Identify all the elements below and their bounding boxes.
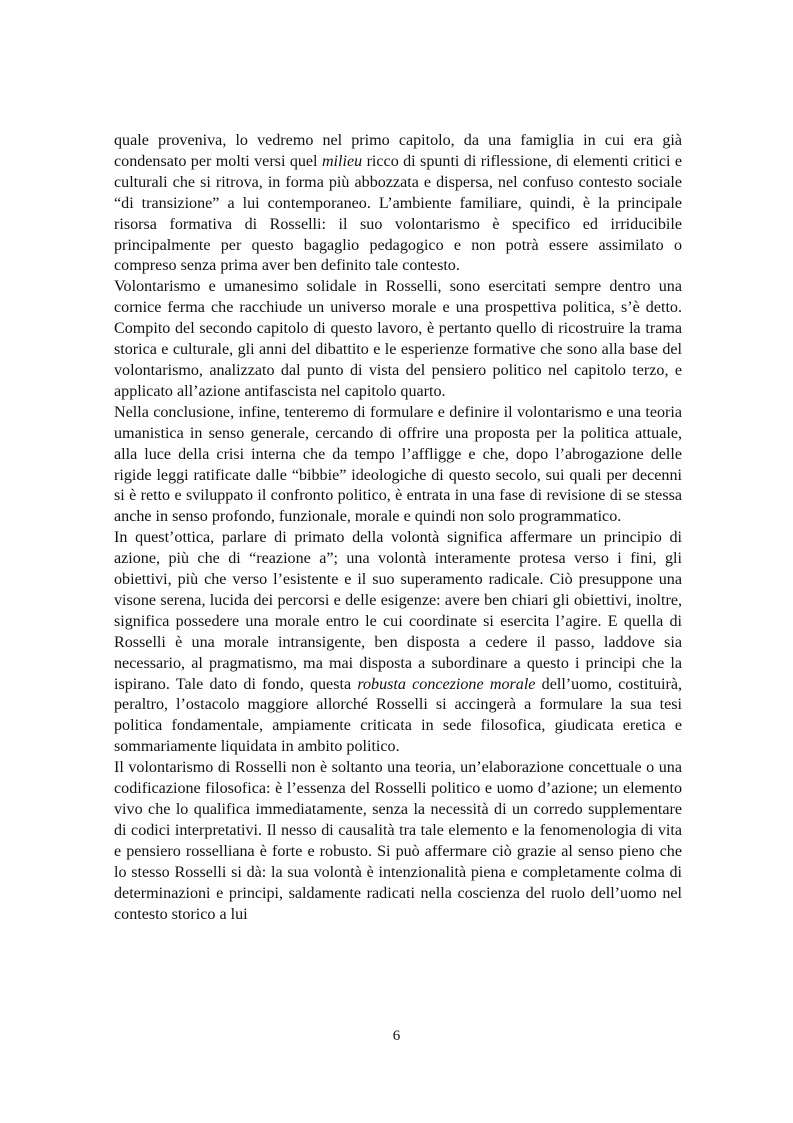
page-number: 6	[392, 1028, 401, 1044]
document-body	[114, 131, 682, 925]
text-segment: Il volontarismo di Rosselli non è soltanto una teoria, un’elaborazione concettuale o una codificazione filosofica: è l’essenza del Rosselli politico e uomo d’azione; un elemento vivo che lo qualifica immediatamente, senza la necessità di un corredo supplementare di codici interpretativi. Il nesso di causalità tra tale elemento e la fenomenologia di vita e pensiero rosselliana è forte e robusto. Si può affermare ciò grazie al senso pieno che lo stesso Rosselli si dà: la sua volontà è intenzionalità piena e completamente colma di determinazioni e principi, saldamente radicati nella coscienza del ruolo dell’uomo nel contesto storico a lui	[114, 759, 682, 923]
text-segment: ricco di spunti di riflessione, di elementi critici e culturali che si ritrova, in forma più abbozzata e dispersa, nel confuso contesto sociale “di transizione” a lui contemporaneo. L’ambiente familiare, quindi, è la principale risorsa formativa di Rosselli: il suo volontarismo è specifico ed irriducibile principalmente per questo bagaglio pedagogico e non potrà essere assimilato o compreso senza prima aver ben definito tale contesto.	[114, 152, 682, 275]
paragraph	[114, 528, 682, 758]
paragraph	[114, 758, 682, 925]
text-segment: dell’uomo, costituirà, peraltro, l’ostacolo maggiore allorché Rosselli si accingerà a formulare la sua tesi politica fondamentale, ampiamente criticata in sede filosofica, giudicata eretica e sommariamente liquidata in ambito politico.	[114, 675, 682, 756]
text-segment: Volontarismo e umanesimo solidale in Rosselli, sono esercitati sempre dentro una cornice ferma che racchiude un universo morale e una prospettiva politica, s’è detto. Compito del secondo capitolo di questo lavoro, è pertanto quello di ricostruire la trama storica e culturale, gli anni del dibattito e le esperienze formative che sono alla base del volontarismo, analizzato dal punto di vista del pensiero politico nel capitolo terzo, e applicato all’azione antifascista nel capitolo quarto.	[114, 278, 682, 400]
paragraph	[114, 131, 682, 277]
paragraph	[114, 403, 682, 528]
text-segment: In quest’ottica, parlare di primato della volontà significa affermare un principio di azione, più che di “reazione a”; una volontà interamente protesa verso i fini, gli obiettivi, più che verso l’esistente e il suo superamento radicale. Ciò presuppone una visone serena, lucida dei percorsi e delle esigenze: avere ben chiari gli obiettivi, inoltre, significa possedere una morale entro le cui coordinate si esercita l’agire. E quella di Rosselli è una morale intransigente, ben disposta a cedere il passo, laddove sia necessario, al pragmatismo, ma mai disposta a subordinare a questo i principi che la ispirano. Tale dato di fondo, questa	[114, 529, 682, 693]
italic-text: robusta concezione morale	[357, 675, 536, 693]
text-segment: quale proveniva, lo vedremo nel primo capitolo, da una famiglia in cui era già condensato per molti versi quel	[114, 132, 682, 170]
italic-text: milieu	[321, 152, 363, 170]
text-segment: Nella conclusione, infine, tenteremo di formulare e definire il volontarismo e una teoria umanistica in senso generale, cercando di offrire una proposta per la politica attuale, alla luce della crisi interna che da tempo l’affligge e che, dopo l’abrogazione delle rigide leggi ratificate dalle “bibbie” ideologiche di questo secolo, sui quali per decenni si è retto e sviluppato il confronto politico, è entrata in una fase di revisione di se stessa anche in senso profondo, funzionale, morale e quindi non solo programmatico.	[114, 403, 682, 526]
paragraph	[114, 277, 682, 402]
